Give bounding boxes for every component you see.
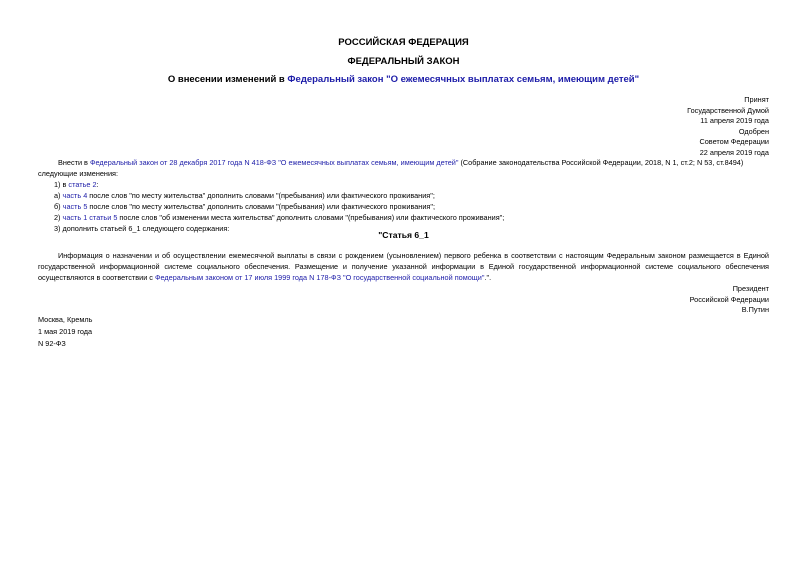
article-paragraph (38, 250, 769, 283)
item-b-prefix: б) (54, 202, 63, 211)
amendment-item-2 (38, 212, 769, 223)
article-5-part-1-link[interactable]: часть 1 статьи 5 (62, 213, 118, 222)
article-body (38, 250, 769, 283)
item-2-suffix: после слов "об изменении места жительства" дополнить словами "(пребывания) или фактического проживания"; (117, 213, 505, 222)
duma-label: Государственной Думой (687, 105, 769, 115)
law-title-prefix: О внесении изменений в (167, 74, 288, 85)
item-2-prefix: 2) (54, 213, 63, 222)
law-title (0, 74, 807, 85)
signature-block (690, 284, 769, 316)
amendments-body (38, 157, 769, 234)
item-a-suffix: после слов "по месту жительства" дополнить словами "(пребывания) или фактического проживания"; (87, 191, 435, 200)
place-date: 1 мая 2019 года (38, 327, 93, 336)
amendment-item-3: 3) дополнить статьей 6_1 следующего содержания: (54, 224, 230, 233)
article-text-end: .". (484, 273, 492, 282)
council-label: Советом Федерации (699, 137, 769, 147)
signature-country: Российской Федерации (689, 294, 769, 304)
item-1-suffix: : (96, 180, 99, 189)
item-a-prefix: а) (54, 191, 63, 200)
article-text: Информация о назначении и об осуществлении ежемесячной выплаты в связи с рождением (усыновлением) первого ребенка в соответствии с настоящим Федеральным законом размещается в Единой государственной информационной системе социального обеспечения. Размещение и получение указанной информации в Единой государственной информационной системе социального обеспечения осуществляются в соответствии с (38, 251, 769, 282)
intro-law-link[interactable]: Федеральный закон от 28 декабря 2017 года N 418-ФЗ "О ежемесячных выплатах семьям, имеющим детей" (89, 158, 459, 167)
country-heading: РОССИЙСКАЯ ФЕДЕРАЦИЯ (338, 37, 469, 48)
doc-type-heading: ФЕДЕРАЛЬНЫЙ ЗАКОН (347, 56, 460, 67)
law-title-link[interactable]: Федеральный закон "О ежемесячных выплатах семьям, имеющим детей" (287, 74, 640, 85)
intro-before: Внести в (58, 158, 90, 167)
approved-label: Одобрен (738, 126, 769, 136)
intro-after: (Собрание законодательства Российской Федерации, 2018, N 1, ст.2; N 53, ст.8494) следующие изменения: (38, 158, 744, 178)
place-city: Москва, Кремль (38, 315, 93, 324)
duma-date: 11 апреля 2019 года (700, 116, 769, 126)
part-5-link[interactable]: часть 5 (62, 202, 88, 211)
signature-role: Президент (732, 284, 769, 293)
article-2-link[interactable]: статье 2 (68, 180, 97, 189)
article-heading: "Статья 6_1 (378, 230, 429, 240)
law-178-link[interactable]: Федеральным законом от 17 июля 1999 года N 178-ФЗ "О государственной социальной помощи" (154, 273, 485, 282)
intro-paragraph (38, 157, 769, 179)
signature-name: В.Путин (741, 305, 769, 315)
place-block (38, 314, 92, 350)
amendment-item-b (38, 201, 769, 212)
part-4-link[interactable]: часть 4 (62, 191, 88, 200)
amendment-item-a (38, 190, 769, 201)
adoption-block (687, 95, 769, 159)
item-b-suffix: после слов "по месту жительства" дополнить словами "(пребывания) или фактического проживания"; (87, 202, 435, 211)
amendment-item-1 (38, 179, 769, 190)
accepted-label: Принят (744, 95, 769, 104)
item-1-prefix: 1) в (54, 180, 69, 189)
council-date: 22 апреля 2019 года (699, 147, 769, 157)
law-number: N 92-ФЗ (38, 339, 66, 348)
